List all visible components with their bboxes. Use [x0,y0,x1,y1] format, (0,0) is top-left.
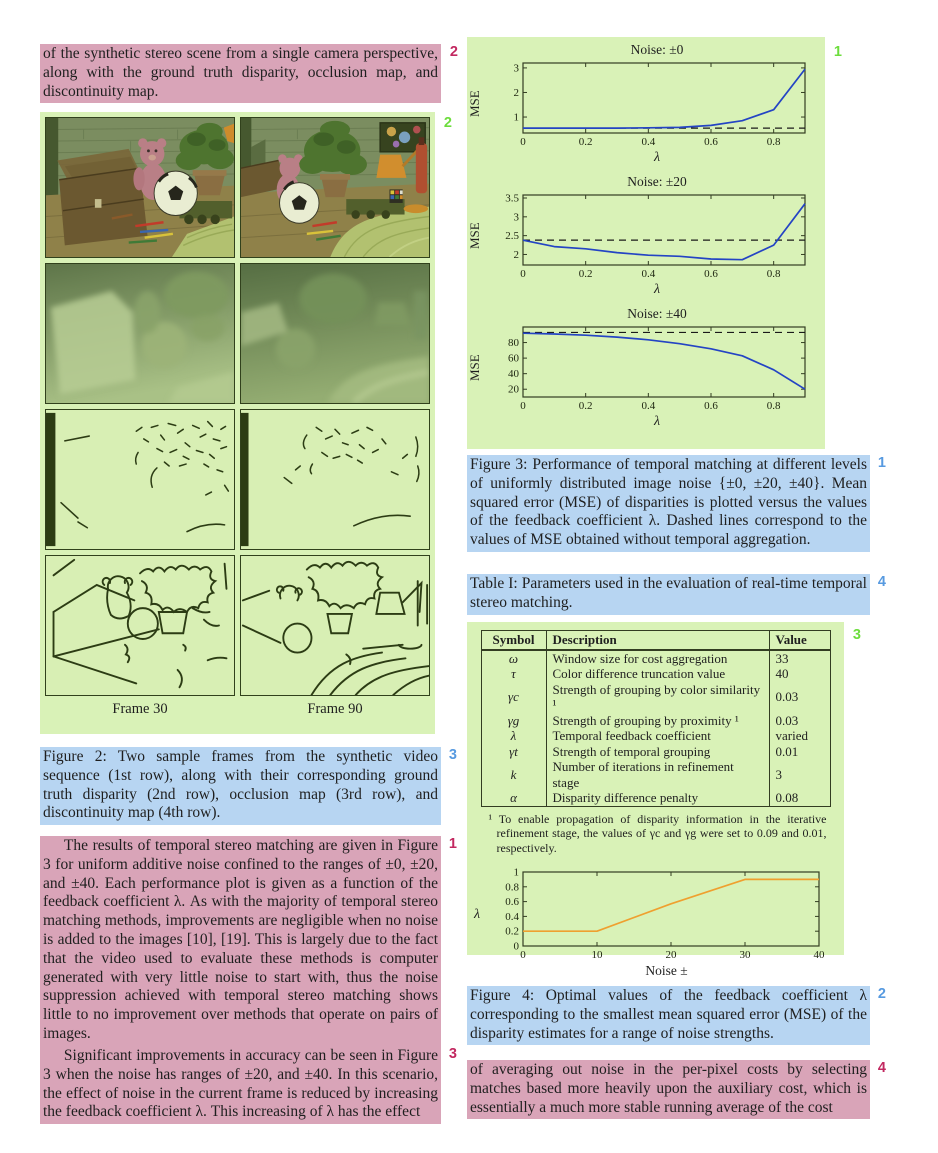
header-description: Description [547,631,769,650]
mse-plot-noise0 [487,58,813,150]
svg-text:0.6: 0.6 [704,136,718,148]
figure2-image-grid [40,112,435,701]
svg-text:1: 1 [513,867,519,879]
table-row [482,759,830,790]
svg-text:40: 40 [508,368,519,381]
value-cell: 0.03 [769,682,830,713]
figure4-caption-region [467,986,886,1045]
frame90-label: Frame 90 [307,701,363,717]
description-cell: Strength of grouping by color similarity ¹ [552,681,761,712]
svg-text:0.2: 0.2 [578,136,593,148]
value-cell: 33 [769,650,830,667]
symbol-cell: τ [482,666,547,682]
svg-text:2.5: 2.5 [505,230,519,243]
region-marker: 3 [448,1046,457,1062]
figure2-frame-labels [40,701,435,718]
svg-text:0: 0 [513,940,519,953]
figure3-plot-noise0 [467,41,825,167]
table-row [482,682,830,713]
disparity-frame30-illustration [46,264,234,403]
paragraph1-text: The results of temporal stereo matching are given in Figure 3 for uniform additive noise confined to the ranges of ±0, ±20, and ±40. Each performance plot is given as a function of the feedback coefficient λ. As with the majority of temporal stereo matching methods, improvements are negligible when no noise is added to the images [10], [19]. This is largely due to the fact that the video used to evaluate these methods is computer generated with very little noise to start with, thus the noise suppression achieved with temporal stereo matching shows little to no improvement over methods that operate on pairs of images. [43,837,438,1042]
svg-text:0: 0 [520,949,526,961]
plot-ylabel: λ [473,907,481,922]
plot-xlabel: Noise ± [645,963,688,978]
mse-plot-noise40 [487,322,813,414]
description-cell: Window size for cost aggregation [547,650,769,667]
occlusion-frame90-illustration [241,410,429,549]
symbol-cell: γc [482,682,547,713]
text-region-bottom-fragment [467,1060,886,1119]
figure2-image-scene-frame90 [240,117,430,258]
figure2-image-scene-frame30 [45,117,235,258]
value-cell: 3 [769,759,830,790]
discontinuity-frame90-illustration [241,556,429,695]
plot-title: Noise: ±0 [630,42,684,57]
table-footnote: ¹ To enable propagation of disparity information in the iterative refinement stage, the values of γc and γg were set to 0.09 and 0.01, respectively. [488,811,827,855]
figure2-image-occlusion-frame90 [240,409,430,550]
region-marker: 1 [448,836,457,852]
frame30-label: Frame 30 [112,701,168,717]
figure2-region [40,112,452,734]
table1-figure4-region [467,622,861,978]
table-row [482,728,830,744]
plot-xlabel: λ [653,150,661,165]
description-cell: Color difference truncation value [552,666,726,681]
svg-text:40: 40 [813,949,825,961]
svg-text:0.8: 0.8 [766,136,781,148]
discontinuity-frame30-illustration [46,556,234,695]
header-value: Value [769,631,830,650]
value-cell: 0.03 [769,713,830,729]
value-cell: 0.08 [769,790,830,806]
symbol-cell: ω [482,650,547,667]
description-cell: Number of iterations in refinement stage [552,759,734,790]
region-marker: 4 [877,574,886,590]
text-region-paragraph1 [40,836,457,1046]
region-marker: 3 [852,627,861,643]
scene-frame30-illustration [46,118,234,257]
svg-text:3: 3 [513,211,519,224]
region-marker: 2 [449,44,458,60]
svg-text:1: 1 [513,111,519,124]
region-marker: 1 [877,455,886,471]
svg-text:0.2: 0.2 [578,268,593,280]
plot-ylabel: MSE [467,90,482,118]
svg-text:2: 2 [513,86,519,99]
paragraph2-text: Significant improvements in accuracy can be seen in Figure 3 when the noise has ranges of ±20, and ±40. In this scenario, the effect of noise in the current frame is reduced by increasing the feedback coefficient λ. This increasing of λ has the effect [43,1047,438,1121]
svg-text:20: 20 [508,383,519,396]
description-cell: Strength of temporal grouping [552,743,711,759]
disparity-frame90-illustration [241,264,429,403]
symbol-cell: α [482,790,547,806]
figure3-plot-noise40 [467,305,825,431]
fragment-bottom-text: of averaging out noise in the per-pixel costs by selecting matches based more heavily upon the auxiliary cost, which is essentially a much more stable running average of the cost [470,1061,867,1116]
plot-ylabel: MSE [467,222,482,250]
params-table-body [482,650,830,806]
symbol-cell: γg [482,713,547,729]
symbol-cell: γt [482,744,547,760]
table-row [482,744,830,760]
table-row [482,666,830,682]
figure2-image-disparity-frame90 [240,263,430,404]
table-row [482,790,830,806]
table1-caption-region [467,574,886,615]
svg-text:0.6: 0.6 [505,896,519,909]
value-cell: 0.01 [769,744,830,760]
figure3-plot-noise20 [467,173,825,299]
svg-text:0.2: 0.2 [505,925,519,938]
svg-text:0.4: 0.4 [641,268,656,280]
table-row [482,650,830,667]
figure4-plot [467,867,844,980]
svg-text:0.4: 0.4 [505,910,519,923]
svg-text:3.5: 3.5 [505,192,519,205]
region-marker: 3 [448,747,457,763]
figure3-caption-text: Figure 3: Performance of temporal matching at different levels of uniformly distributed image noise {±0, ±20, ±40}. Mean squared error (MSE) of disparities is plotted versus the values of the feedback coefficient λ. Dashed lines correspond to the values of MSE obtained without temporal aggregation. [470,456,867,549]
description-cell: Temporal feedback coefficient [552,728,711,743]
svg-text:0.4: 0.4 [641,136,656,148]
region-marker: 2 [877,986,886,1002]
svg-text:3: 3 [513,62,519,75]
figure2-image-occlusion-frame30 [45,409,235,550]
value-cell: 40 [769,666,830,682]
plot-title: Noise: ±40 [627,306,687,321]
region-marker: 4 [877,1060,886,1076]
svg-text:0: 0 [520,136,526,148]
value-cell: varied [769,728,830,744]
svg-text:80: 80 [508,337,519,350]
svg-text:60: 60 [508,352,519,365]
plot-xlabel: λ [653,282,661,297]
figure2-image-discontinuity-frame90 [240,555,430,696]
table-row [482,713,830,729]
table-header-row [482,631,830,650]
svg-text:0.4: 0.4 [641,400,656,412]
figure2-caption-text: Figure 2: Two sample frames from the synthetic video sequence (1st row), along with their corresponding ground truth disparity (2nd row), occlusion map (3rd row), and discontinuity map (4th row). [43,748,438,822]
figure3-caption-region [467,455,886,552]
figure4-caption-text: Figure 4: Optimal values of the feedback coefficient λ corresponding to the smallest mean squared error (MSE) of the disparity estimates for a range of noise strengths. [470,987,867,1042]
table1-caption-text: Table I: Parameters used in the evaluation of real-time temporal stereo matching. [470,575,867,611]
text-region-paragraph2 [40,1046,457,1124]
svg-text:0.8: 0.8 [766,268,781,280]
plot-ylabel: MSE [467,354,482,382]
figure2-caption-region [40,747,457,825]
svg-text:20: 20 [665,949,677,961]
parameters-table [481,630,831,807]
svg-text:0: 0 [520,400,526,412]
figure3-region [467,37,842,449]
svg-text:0: 0 [520,268,526,280]
figure2-image-discontinuity-frame30 [45,555,235,696]
svg-text:0.8: 0.8 [505,881,519,894]
svg-text:0.2: 0.2 [578,400,593,412]
optimal-lambda-plot [487,867,827,963]
description-cell: Disparity difference penalty [552,790,699,805]
figure2-image-disparity-frame30 [45,263,235,404]
occlusion-frame30-illustration [46,410,234,549]
region-marker: 1 [833,44,842,60]
text-region-top-fragment [40,44,458,103]
svg-text:30: 30 [739,949,751,961]
svg-text:0.6: 0.6 [704,400,718,412]
svg-text:0.8: 0.8 [766,400,781,412]
symbol-cell: λ [482,728,547,744]
fragment-top-text: of the synthetic stereo scene from a single camera perspective, along with the ground truth disparity, occlusion map, and discontinuity map. [43,45,438,100]
plot-title: Noise: ±20 [627,174,687,189]
description-cell: Strength of grouping by proximity ¹ [552,712,739,728]
svg-text:0.6: 0.6 [704,268,718,280]
symbol-cell: k [482,759,547,790]
plot-xlabel: λ [653,414,661,429]
scene-frame90-illustration [241,118,429,257]
region-marker: 2 [443,115,452,131]
header-symbol: Symbol [482,631,547,650]
mse-plot-noise20 [487,190,813,282]
svg-text:2: 2 [513,248,519,261]
svg-text:10: 10 [591,949,603,961]
